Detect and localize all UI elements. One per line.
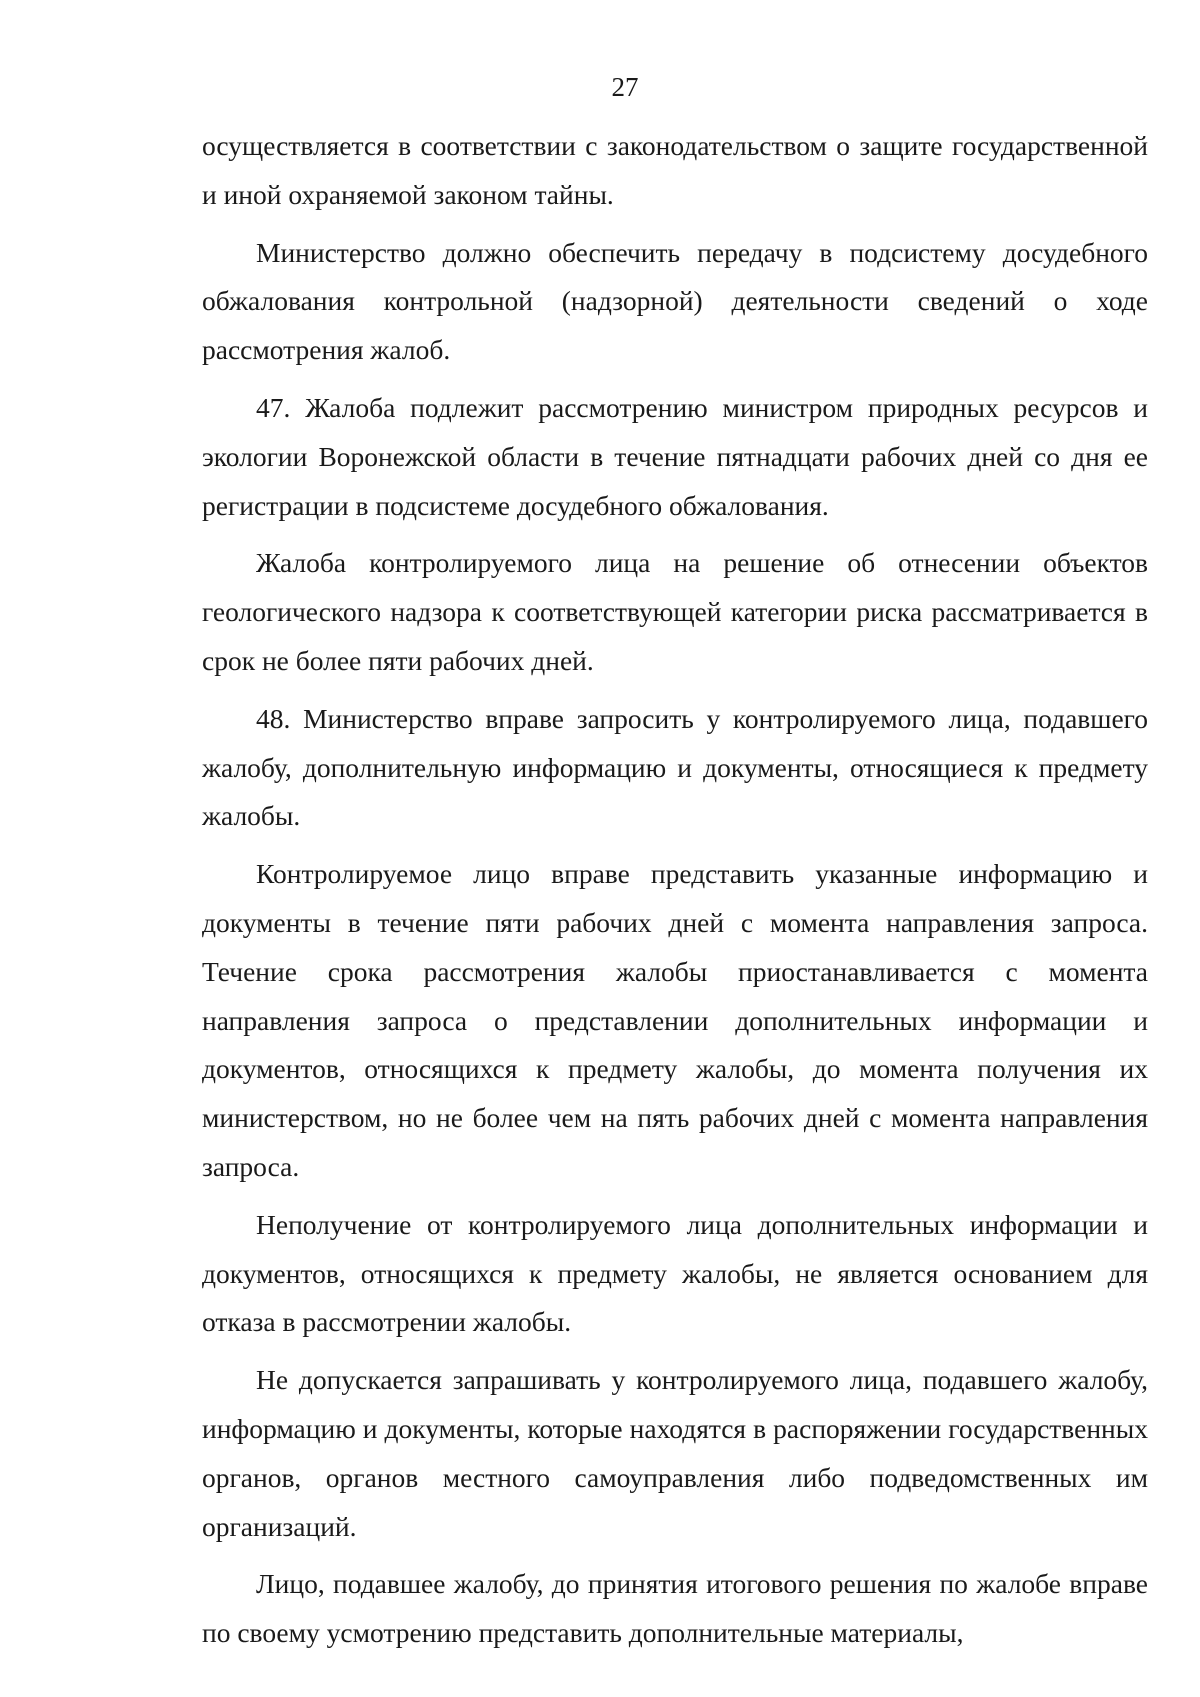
- paragraph: осуществляется в соответствии с законодательством о защите государственной и иной охраняемой законом тайны.: [202, 130, 1148, 210]
- paragraph: Неполучение от контролируемого лица дополнительных информации и документов, относящихся к предмету жалобы, не является основанием для отказа в рассмотрении жалобы.: [202, 1208, 1148, 1338]
- page-number: 27: [611, 72, 639, 102]
- paragraph: 48. Министерство вправе запросить у контролируемого лица, подавшего жалобу, дополнительную информацию и документы, относящиеся к предмету жалобы.: [202, 702, 1148, 832]
- paragraph: Лицо, подавшее жалобу, до принятия итогового решения по жалобе вправе по своему усмотрению представить дополнительные материалы,: [202, 1568, 1148, 1649]
- paragraph: Жалоба контролируемого лица на решение об отнесении объектов геологического надзора к соответствующей категории риска рассматривается в срок не более пяти рабочих дней.: [202, 547, 1148, 676]
- document-body: [202, 122, 1148, 1658]
- paragraph: Контролируемое лицо вправе представить указанные информацию и документы в течение пяти рабочих дней с момента направления запроса. Течение срока рассмотрения жалобы приостанавливается с момента направления запроса о представлении дополнительных информации и документов, относящихся к предмету жалобы, до момента получения их министерством, но не более чем на пять рабочих дней с момента направления запроса.: [202, 858, 1148, 1182]
- paragraph: 47. Жалоба подлежит рассмотрению министром природных ресурсов и экологии Воронежской области в течение пятнадцати рабочих дней со дня ее регистрации в подсистеме досудебного обжалования.: [202, 391, 1148, 521]
- paragraph: Министерство должно обеспечить передачу в подсистему досудебного обжалования контрольной (надзорной) деятельности сведений о ходе рассмотрения жалоб.: [202, 236, 1148, 366]
- paragraph: Не допускается запрашивать у контролируемого лица, подавшего жалобу, информацию и документы, которые находятся в распоряжении государственных органов, органов местного самоуправления либо подведомственных им организаций.: [202, 1364, 1148, 1542]
